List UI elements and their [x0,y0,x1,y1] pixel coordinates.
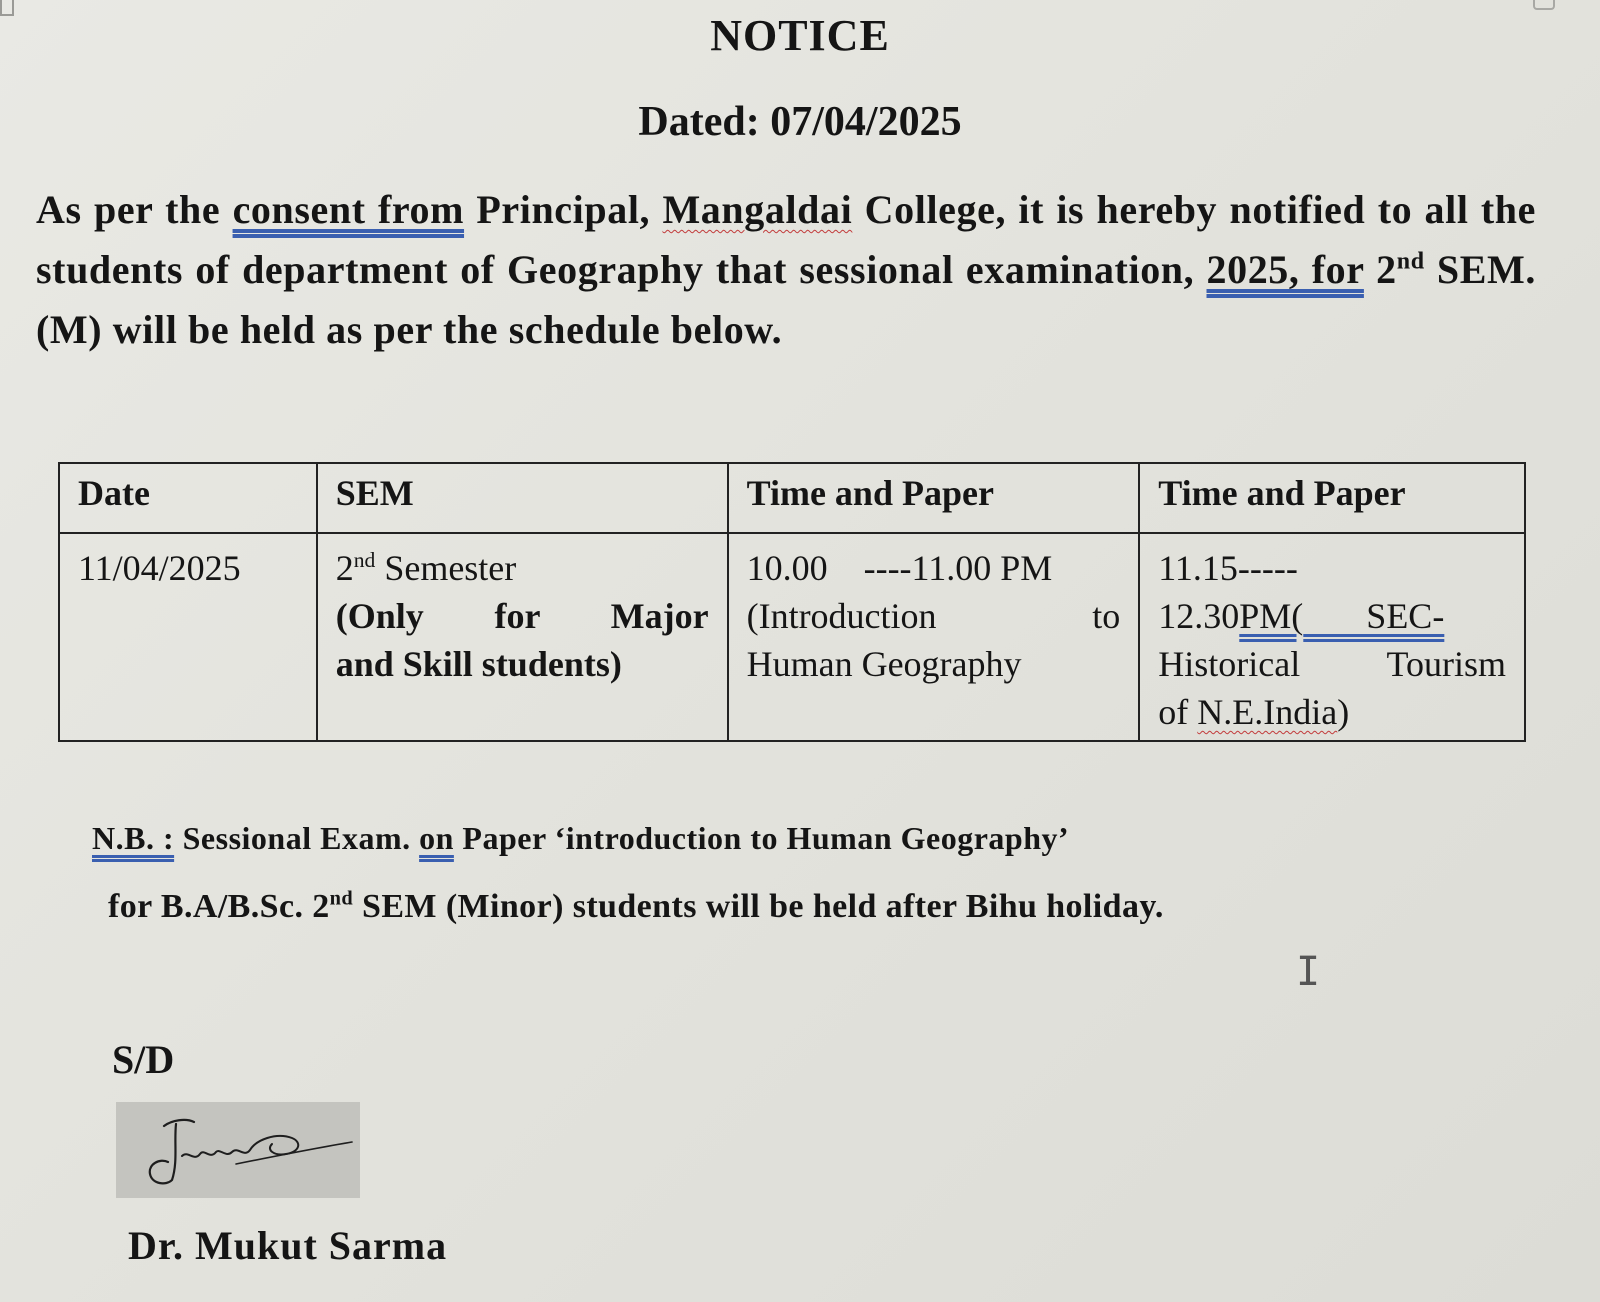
intro-text: As per the [36,187,233,232]
notice-title: NOTICE [710,11,890,60]
t1-line-3: Human Geography [746,644,1022,684]
intro-sup: nd [1396,248,1425,275]
t2-line-2 [1158,592,1506,640]
sem-line-3: and Skill students) [335,644,622,684]
nb-text: Paper ‘introduction to Human Geography’ [453,820,1070,856]
sd-label: S/D [112,1037,175,1082]
t2-line-4 [1158,688,1506,736]
exam-schedule-table [58,462,1526,742]
nb-note-line-2 [108,888,1164,926]
header-date: Date [59,463,317,533]
table-row [59,533,1525,741]
t2-close: ) [1337,692,1350,732]
header-sem: SEM [317,463,728,533]
sem-sup: nd [353,548,376,572]
cell-time-paper-1 [728,533,1140,741]
header-time-paper-1: Time and Paper [728,463,1140,533]
t2-pm: PM( [1239,596,1304,636]
notice-date: Dated: 07/04/2025 [638,99,962,145]
cell-date: 11/04/2025 [59,533,317,741]
nb-label: N.B. : [92,820,175,856]
sem-line-1 [336,544,709,592]
sem-number: 2 [335,548,354,588]
sem-word: Semester [375,548,517,588]
nb-line2-sup: nd [329,887,354,910]
intro-year: 2025, for [1206,247,1364,292]
signer-name: Dr. Mukut Sarma [128,1223,448,1268]
intro-text: College, it is hereby notified to all the students of department of Geography that sessional examination, [36,187,1536,292]
text-cursor-icon: I [1296,949,1321,995]
t1-line-2: (Introduction to [746,596,1121,636]
window-handle-icon [1533,0,1555,10]
signature-image [116,1102,360,1198]
t1-line-1: 10.00 ----11.00 PM [746,548,1053,588]
t2-ne-india: N.E.India [1197,692,1338,732]
intro-consent: consent from [232,187,465,232]
signature-icon [116,1102,360,1198]
nb-text: Sessional Exam. [174,820,420,856]
intro-text: SEM. (M) will be held as per the schedule below. [36,247,1536,352]
notice-intro [36,180,1536,360]
intro-text: 2 [1363,247,1397,292]
nb-line2-text: for B.A/B.Sc. 2 [108,888,330,925]
t2-sec: SEC- [1303,596,1445,636]
t2-time: 12.30 [1158,596,1240,636]
intro-text: Principal, [464,187,663,232]
college-name: Mangaldai [662,187,853,232]
t2-of: of [1158,692,1198,732]
header-time-paper-2: Time and Paper [1139,463,1525,533]
sem-line-2: (Only for Major [335,596,709,636]
nb-on: on [419,820,454,856]
nb-note-line-1 [92,820,1069,857]
table-header-row [59,463,1525,533]
nb-line2-text: SEM (Minor) students will be held after Bihu holiday. [353,888,1164,925]
cell-sem [317,533,728,741]
t2-line-3: Historical Tourism [1158,644,1506,684]
cell-time-paper-2 [1139,533,1525,741]
t2-line-1: 11.15----- [1158,548,1298,588]
